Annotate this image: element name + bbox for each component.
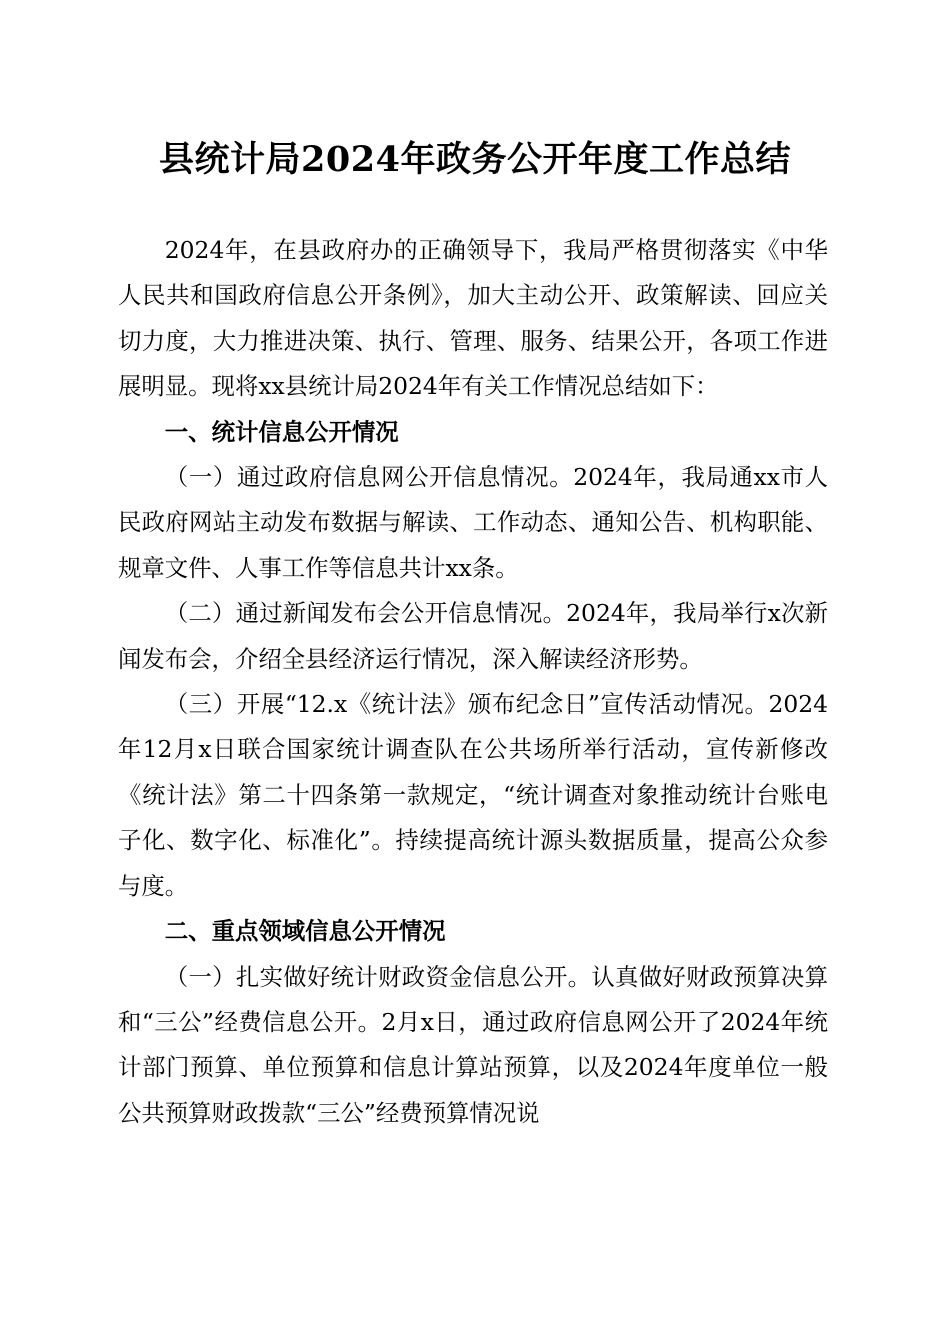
intro-paragraph: 2024年，在县政府办的正确领导下，我局严格贯彻落实《中华人民共和国政府信息公开条例》，加大主动公开、政策解读、回应关切力度，大力推进决策、执行、管理、服务、结果公开，各项工作进展明显。现将xx县统计局2024年有关工作情况总结如下： [118, 236, 828, 401]
paragraph-1-2: （二）通过新闻发布会公开信息情况。2024年，我局举行x次新闻发布会，介绍全县经济运行情况，深入解读经济形势。 [118, 599, 828, 673]
section-heading-2: 二、重点领域信息公开情况 [164, 917, 446, 946]
document-title: 县统计局2024年政务公开年度工作总结 [159, 139, 791, 180]
section-heading-1: 一、统计信息公开情况 [164, 417, 399, 446]
paragraph-1-3: （三）开展“12.x《统计法》颁布纪念日”宣传活动情况。2024年12月x日联合国家统计调查队在公共场所举行活动，宣传新修改《统计法》第二十四条第一款规定，“统计调查对象推动统计台账电子化、数字化、标准化”。持续提高统计源头数据质量，提高公众参与度。 [118, 690, 828, 900]
paragraph-1-1: （一）通过政府信息网公开信息情况。2024年，我局通xx市人民政府网站主动发布数据与解读、工作动态、通知公告、机构职能、规章文件、人事工作等信息共计xx条。 [118, 463, 828, 582]
paragraph-2-1: （一）扎实做好统计财政资金信息公开。认真做好财政预算决算和“三公”经费信息公开。2月x日，通过政府信息网公开了2024年统计部门预算、单位预算和信息计算站预算，以及2024年度单位一般公共预算财政拨款“三公”经费预算情况说 [118, 962, 828, 1127]
document-body [118, 228, 828, 1136]
